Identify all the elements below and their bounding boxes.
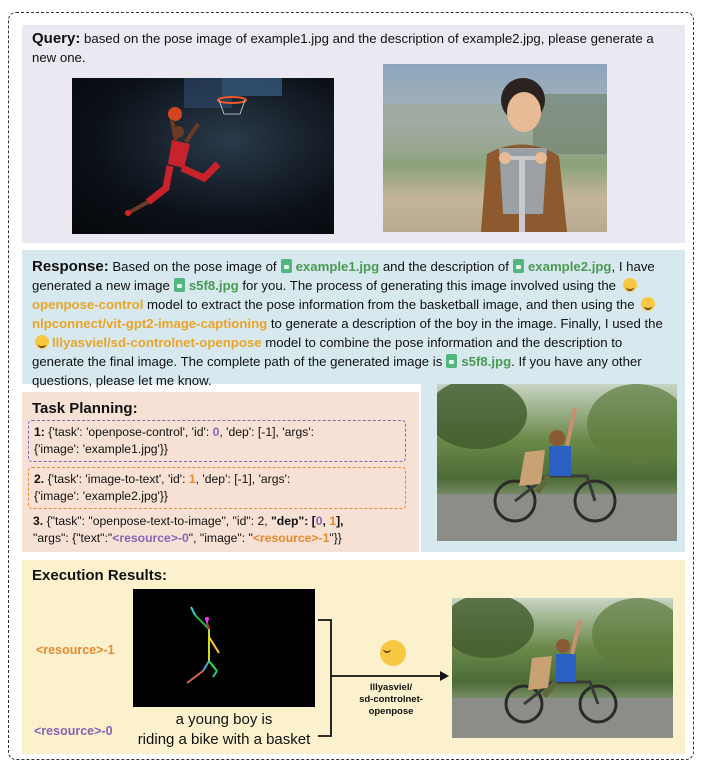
response-segment: to generate a description of the boy in the image. Finally, I used the [270,316,663,331]
task-1-number: 1: [34,425,45,439]
response-segment: for you. The process of generating this image involved using the [242,278,616,293]
task-3-text: {"task": "openpose-text-to-image", "id": 2, [46,514,272,528]
resource-0-label: <resource>-0 [34,724,113,738]
task-3-text: ", "image": " [188,531,253,545]
output-bike-image [452,598,673,738]
task-1-id: 0 [212,425,220,439]
task-2-text: , 'dep': [-1], 'args': [195,472,291,486]
task-3-dep-close: ], [336,514,344,528]
task-1-args: {'image': 'example1.jpg'}} [34,442,168,456]
task-1-text: {'task': 'openpose-control', 'id': [48,425,213,439]
query-label: Query: [32,30,81,47]
task-2-number: 2. [34,472,45,486]
execution-label: Execution Results: [32,567,168,584]
response-label: Response: [32,258,109,275]
caption-line-2: riding a bike with a basket [137,731,311,748]
file-s5f8-path: s5f8.jpg [461,354,512,369]
response-segment: model to combine the pose information and the description to generate the final image. The complete path of the generated image is [32,335,623,369]
task-3-dep-1: 1 [329,514,337,528]
task-3-resource-0: <resource>-0 [112,531,189,545]
resource-1-label: <resource>-1 [36,643,115,657]
file-example2: example2.jpg [527,259,612,274]
task-3-resource-1: <resource>-1 [252,531,330,545]
task-1-text: , 'dep': [-1], 'args': [219,425,315,439]
task-3-dep: "dep": [ [271,514,316,528]
response-segment: and the description of [382,259,509,274]
task-2-id: 1 [188,472,196,486]
huggingface-icon [380,640,406,666]
caption-line-1: a young boy is [175,711,273,728]
task-2-args: {'image': 'example2.jpg'}} [34,489,168,503]
response-segment: . If you have any other questions, please let me know. [32,354,642,388]
response-segment: , I have generated a new image [32,259,655,293]
task-2-text: {'task': 'image-to-text', 'id': [47,472,189,486]
task-3-dep-0: 0 [315,514,323,528]
query-body: based on the pose image of example1.jpg and the description of example2.jpg, please generate a new one. [32,31,654,65]
task-planning-label: Task Planning: [32,400,138,417]
file-example1: example1.jpg [295,259,380,274]
model-label-line-1: lllyasviel/ [369,682,413,693]
file-s5f8: s5f8.jpg [188,278,239,293]
model-sd-controlnet: lllyasviel/sd-controlnet-openpose [52,335,262,350]
task-3-text: "}} [329,531,342,545]
response-segment: model to extract the pose information from the basketball image, and then using the [147,297,635,312]
model-label-line-2: sd-controlnet- [359,694,423,705]
model-openpose-control: openpose-control [32,297,144,312]
controlnet-model-label [346,682,436,718]
task-3-dep-sep: , [322,514,330,528]
task-3-number: 3. [33,514,44,528]
model-label-line-3: openpose [368,706,414,717]
model-vit-gpt2: nlpconnect/vit-gpt2-image-captioning [32,316,268,331]
response-segment: Based on the pose image of [112,259,277,274]
task-3-text: "args": {"text":" [33,531,113,545]
